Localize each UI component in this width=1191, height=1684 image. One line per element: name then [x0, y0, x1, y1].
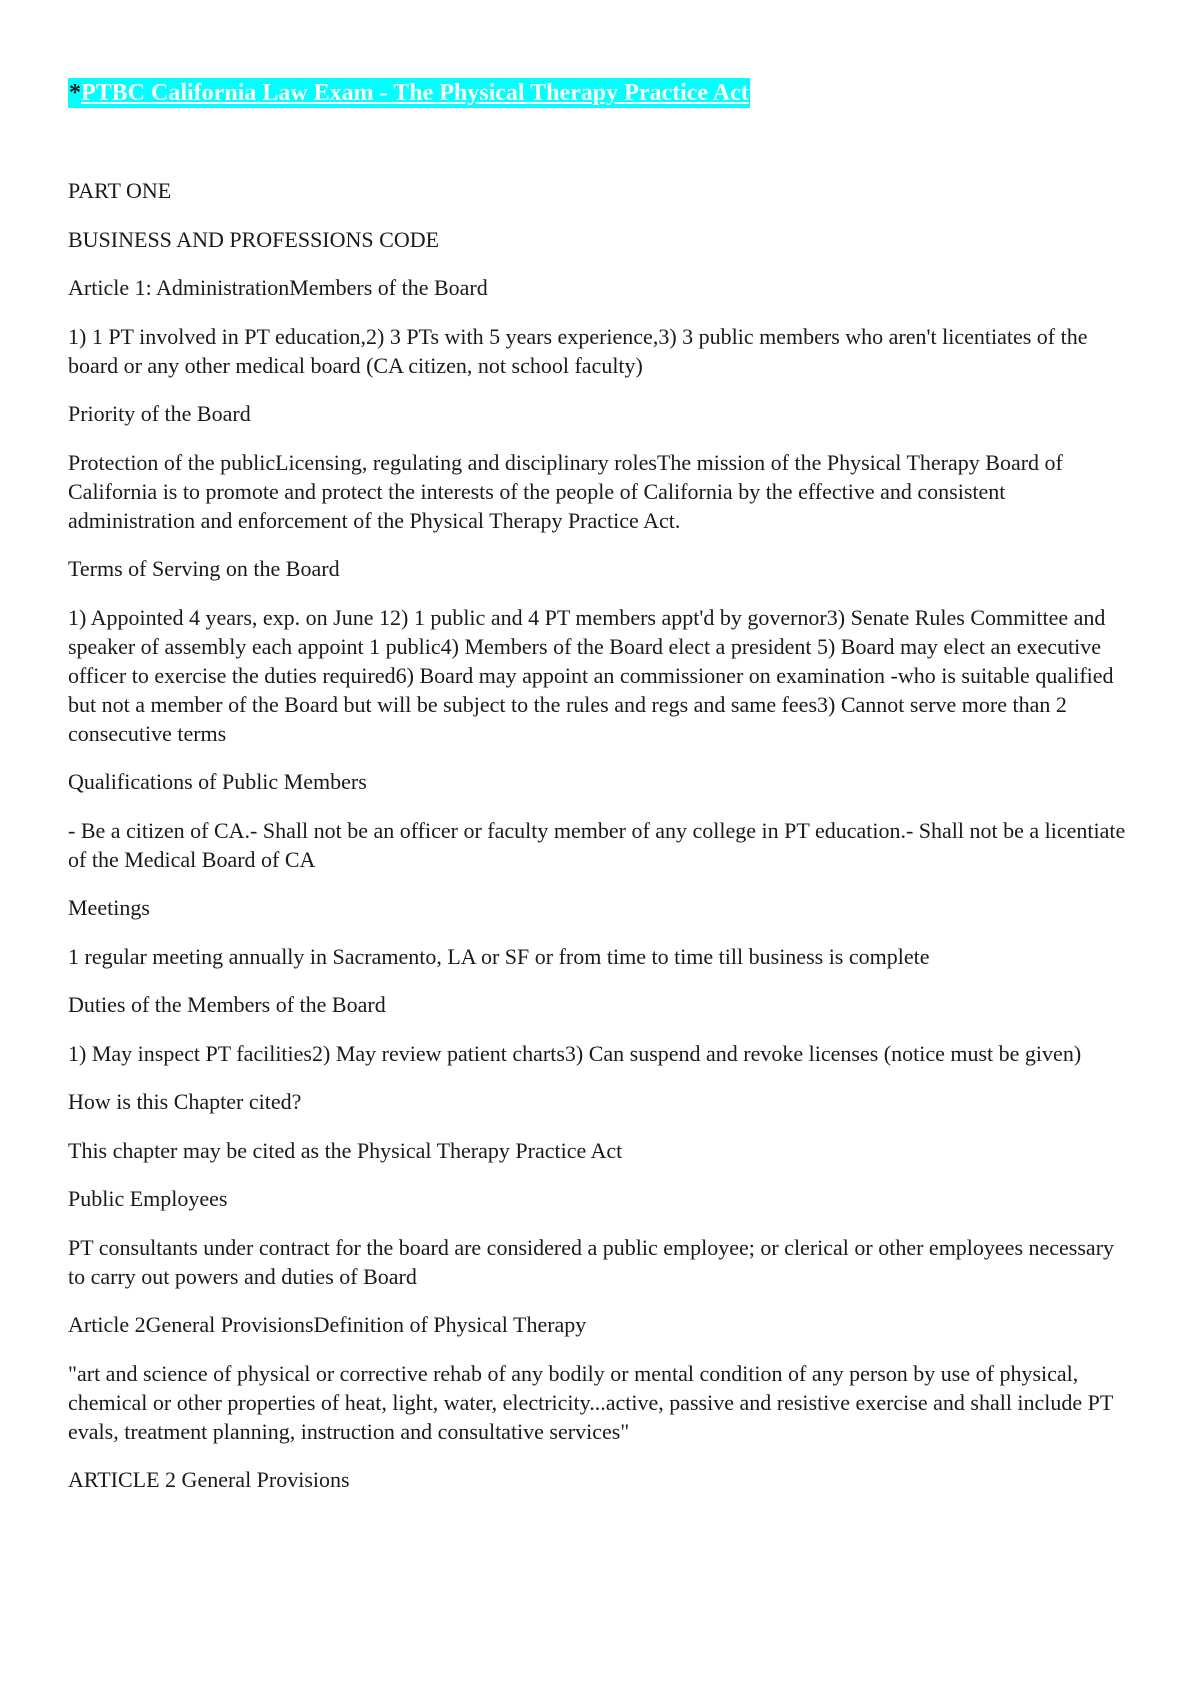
text-priority: Protection of the publicLicensing, regulating and disciplinary rolesThe mission of the Physical Therapy Board of California is to promote and protect the interests of the people of California by the effective and consistent administration and enforcement of the Physical Therapy Practice Act. [68, 449, 1063, 533]
heading-duties: Duties of the Members of the Board [68, 992, 386, 1017]
heading-terms: Terms of Serving on the Board [68, 556, 340, 581]
text-duties: 1) May inspect PT facilities2) May review patient charts3) Can suspend and revoke licenses (notice must be given) [68, 1040, 1082, 1066]
document-page [68, 78, 1128, 1514]
text-qualifications: - Be a citizen of CA.- Shall not be an officer or faculty member of any college in PT education.- Shall not be a licentiate of the Medical Board of CA [68, 817, 1126, 872]
heading-members-of-board: Article 1: AdministrationMembers of the Board [68, 275, 488, 300]
heading-public-employees: Public Employees [68, 1186, 228, 1211]
text-meetings: 1 regular meeting annually in Sacramento, LA or SF or from time to time till business is complete [68, 943, 930, 969]
heading-meetings: Meetings [68, 895, 150, 920]
heading-definition-pt: Article 2General ProvisionsDefinition of Physical Therapy [68, 1312, 587, 1337]
section-heading-code: BUSINESS AND PROFESSIONS CODE [68, 226, 440, 252]
text-chapter-cited: This chapter may be cited as the Physical Therapy Practice Act [68, 1137, 623, 1163]
heading-qualifications: Qualifications of Public Members [68, 769, 367, 794]
heading-article-2: ARTICLE 2 General Provisions [68, 1467, 350, 1492]
section-heading-part-one: PART ONE [68, 178, 172, 203]
text-terms: 1) Appointed 4 years, exp. on June 12) 1 public and 4 PT members appt'd by governor3) Senate Rules Committee and speaker of assembly each appoint 1 public4) Members of the Board elect a president 5) Board may elect an executive officer to exercise the duties required6) Board may appoint an commissioner on examination -who is suitable qualified but not a member of the Board but will be subject to the rules and regs and same fees3) Cannot serve more than 2 consecutive terms [68, 604, 1114, 746]
text-public-employees: PT consultants under contract for the board are considered a public employee; or clerical or other employees necessary to carry out powers and duties of Board [68, 1234, 1115, 1289]
heading-priority: Priority of the Board [68, 401, 251, 426]
heading-chapter-cited: How is this Chapter cited? [68, 1089, 302, 1114]
document-title [68, 78, 750, 108]
text-definition-pt: "art and science of physical or corrective rehab of any bodily or mental condition of any person by use of physical, chemical or other properties of heat, light, water, electricity...active, passive and resistive exercise and shall include PT evals, treatment planning, instruction and consultative services" [68, 1360, 1113, 1444]
title-star: * [69, 80, 81, 106]
text-members-of-board: 1) 1 PT involved in PT education,2) 3 PTs with 5 years experience,3) 3 public members who aren't licentiates of the board or any other medical board (CA citizen, not school faculty) [68, 323, 1088, 378]
title-link[interactable]: PTBC California Law Exam - The Physical Therapy Practice Act [81, 80, 749, 106]
